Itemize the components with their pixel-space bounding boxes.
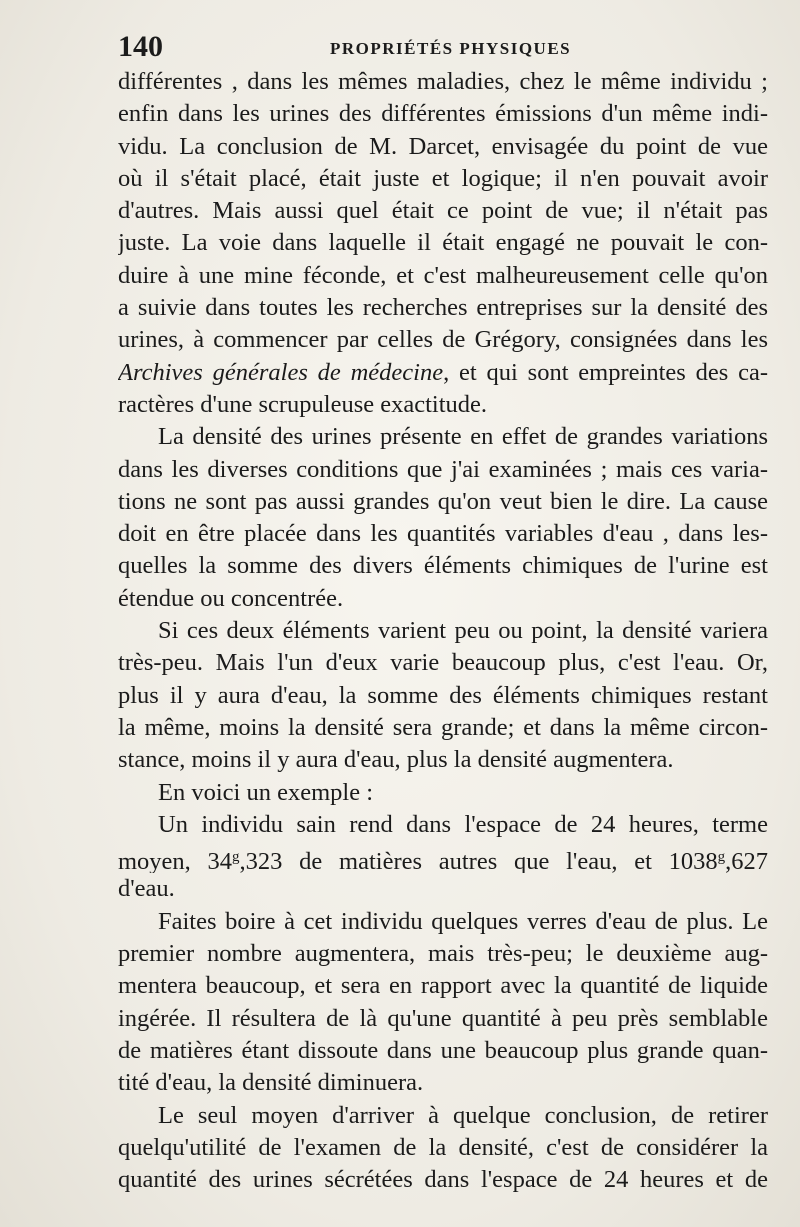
journal-title: Archives générales de médecine (118, 358, 444, 386)
text-line: dans les diverses conditions que j'ai examinées ; mais ces varia- (118, 455, 768, 483)
body-text (118, 66, 768, 1196)
text-line: Le seul moyen d'arriver à quelque conclusion, de retirer (158, 1101, 768, 1129)
text-line: urines, à commencer par celles de Grégory, consignées dans les (118, 326, 768, 354)
text-line: d'eau. (118, 875, 175, 903)
text-line: très-peu. Mais l'un d'eux varie beaucoup plus, c'est l'eau. Or, (118, 649, 768, 677)
text-fragment: moyen, 34 (118, 848, 233, 874)
running-head: PROPRIÉTÉS PHYSIQUES (330, 39, 572, 58)
text-line: juste. La voie dans laquelle il était engagé ne pouvait le con- (118, 229, 768, 257)
text-line: doit en être placée dans les quantités variables d'eau , dans les- (118, 520, 768, 548)
text-line: vidu. La conclusion de M. Darcet, envisagée du point de vue (118, 132, 768, 160)
text-line: plus il y aura d'eau, la somme des éléments chimiques restant (118, 681, 768, 709)
gram-superscript: g (232, 849, 240, 866)
text-line: tions ne sont pas aussi grandes qu'on veut bien le dire. La cause (118, 487, 768, 515)
text-line: quelles la somme des divers éléments chimiques de l'urine est (118, 552, 768, 580)
page-number: 140 (118, 30, 163, 63)
text-fragment: ,627 (725, 848, 768, 874)
text-line: stance, moins il y aura d'eau, plus la densité augmentera. (118, 746, 674, 774)
text-line: La densité des urines présente en effet de grandes variations (158, 423, 768, 451)
text-line: enfin dans les urines des différentes émissions d'un même indi- (118, 100, 768, 128)
text-line: quelqu'utilité de l'examen de la densité, c'est de considérer la (118, 1133, 768, 1161)
text-line: mentera beaucoup, et sera en rapport avec la quantité de liquide (118, 972, 768, 1000)
text-line: la même, moins la densité sera grande; et dans la même circon- (118, 713, 768, 741)
gram-superscript: g (717, 849, 726, 866)
text-line: Un individu sain rend dans l'espace de 24 heures, terme (158, 810, 768, 838)
text-line: différentes , dans les mêmes maladies, chez le même individu ; (118, 68, 768, 95)
text-line: a suivie dans toutes les recherches entreprises sur la densité des (118, 294, 768, 322)
text-line: premier nombre augmentera, mais très-peu; le deuxième aug- (118, 940, 768, 968)
text-line: duire à une mine féconde, et c'est malheureusement celle qu'on (118, 261, 768, 289)
text-fragment: ,323 de matières autres que l'eau, et 1038 (239, 848, 718, 874)
text-line: où il s'était placé, était juste et logique; il n'en pouvait avoir (118, 164, 768, 192)
text-line: quantité des urines sécrétées dans l'espace de 24 heures et de (118, 1166, 768, 1194)
text-line: En voici un exemple : (158, 778, 373, 806)
text-line: ractères d'une scrupuleuse exactitude. (118, 390, 488, 418)
text-line: d'autres. Mais aussi quel était ce point de vue; il n'était pas (118, 197, 768, 225)
text-line: de matières étant dissoute dans une beaucoup plus grande quan- (118, 1036, 768, 1064)
text-line: Faites boire à cet individu quelques verres d'eau de plus. Le (158, 907, 768, 935)
text-line (118, 841, 768, 873)
text-fragment: , et qui sont empreintes des ca- (443, 358, 768, 386)
text-line: étendue ou concentrée. (118, 584, 344, 612)
text-line (118, 357, 768, 389)
text-line: tité d'eau, la densité diminuera. (118, 1069, 424, 1097)
text-line: ingérée. Il résultera de là qu'une quantité à peu près semblable (118, 1004, 768, 1032)
page-header (118, 30, 760, 70)
text-line: Si ces deux éléments varient peu ou point, la densité variera (158, 617, 768, 645)
